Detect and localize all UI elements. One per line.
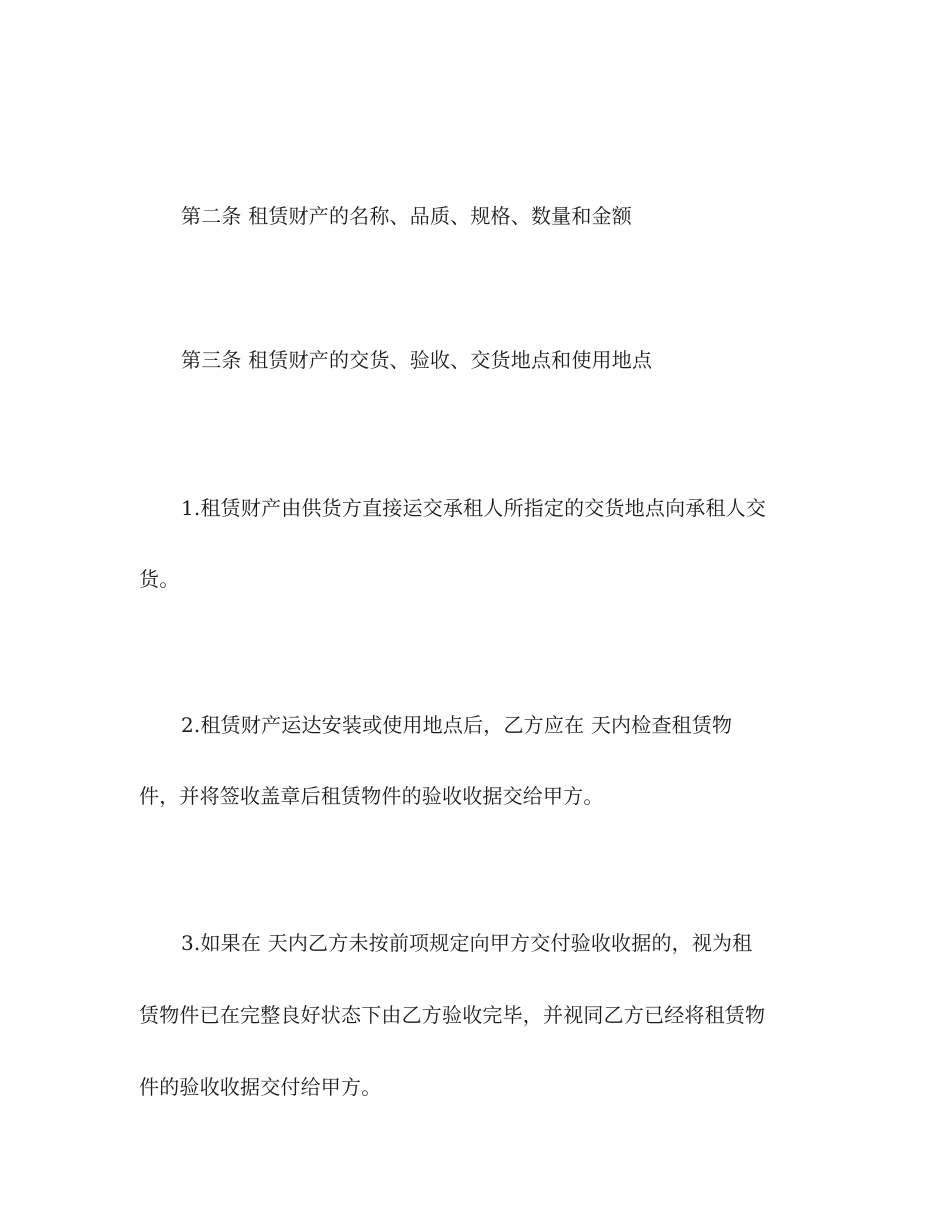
clause-3-line-2: 赁物件已在完整良好状态下由乙方验收完毕，并视同乙方已经将租赁物 <box>139 1003 766 1027</box>
clause-1-line-1: 1.租赁财产由供货方直接运交承租人所指定的交货地点向承租人交 <box>181 496 767 520</box>
clause-3-line-1: 3.如果在 天内乙方未按前项规定向甲方交付验收收据的，视为租 <box>181 931 753 955</box>
article-3-heading: 第三条 租赁财产的交货、验收、交货地点和使用地点 <box>181 348 653 372</box>
clause-2-line-1: 2.租赁财产运达安装或使用地点后，乙方应在 天内检查租赁物 <box>181 713 733 737</box>
article-2-heading: 第二条 租赁财产的名称、品质、规格、数量和金额 <box>181 204 632 228</box>
clause-2-line-2: 件，并将签收盖章后租赁物件的验收收据交给甲方。 <box>139 784 604 808</box>
clause-3-line-3: 件的验收收据交付给甲方。 <box>139 1075 382 1099</box>
clause-1-line-2: 货。 <box>139 567 180 591</box>
